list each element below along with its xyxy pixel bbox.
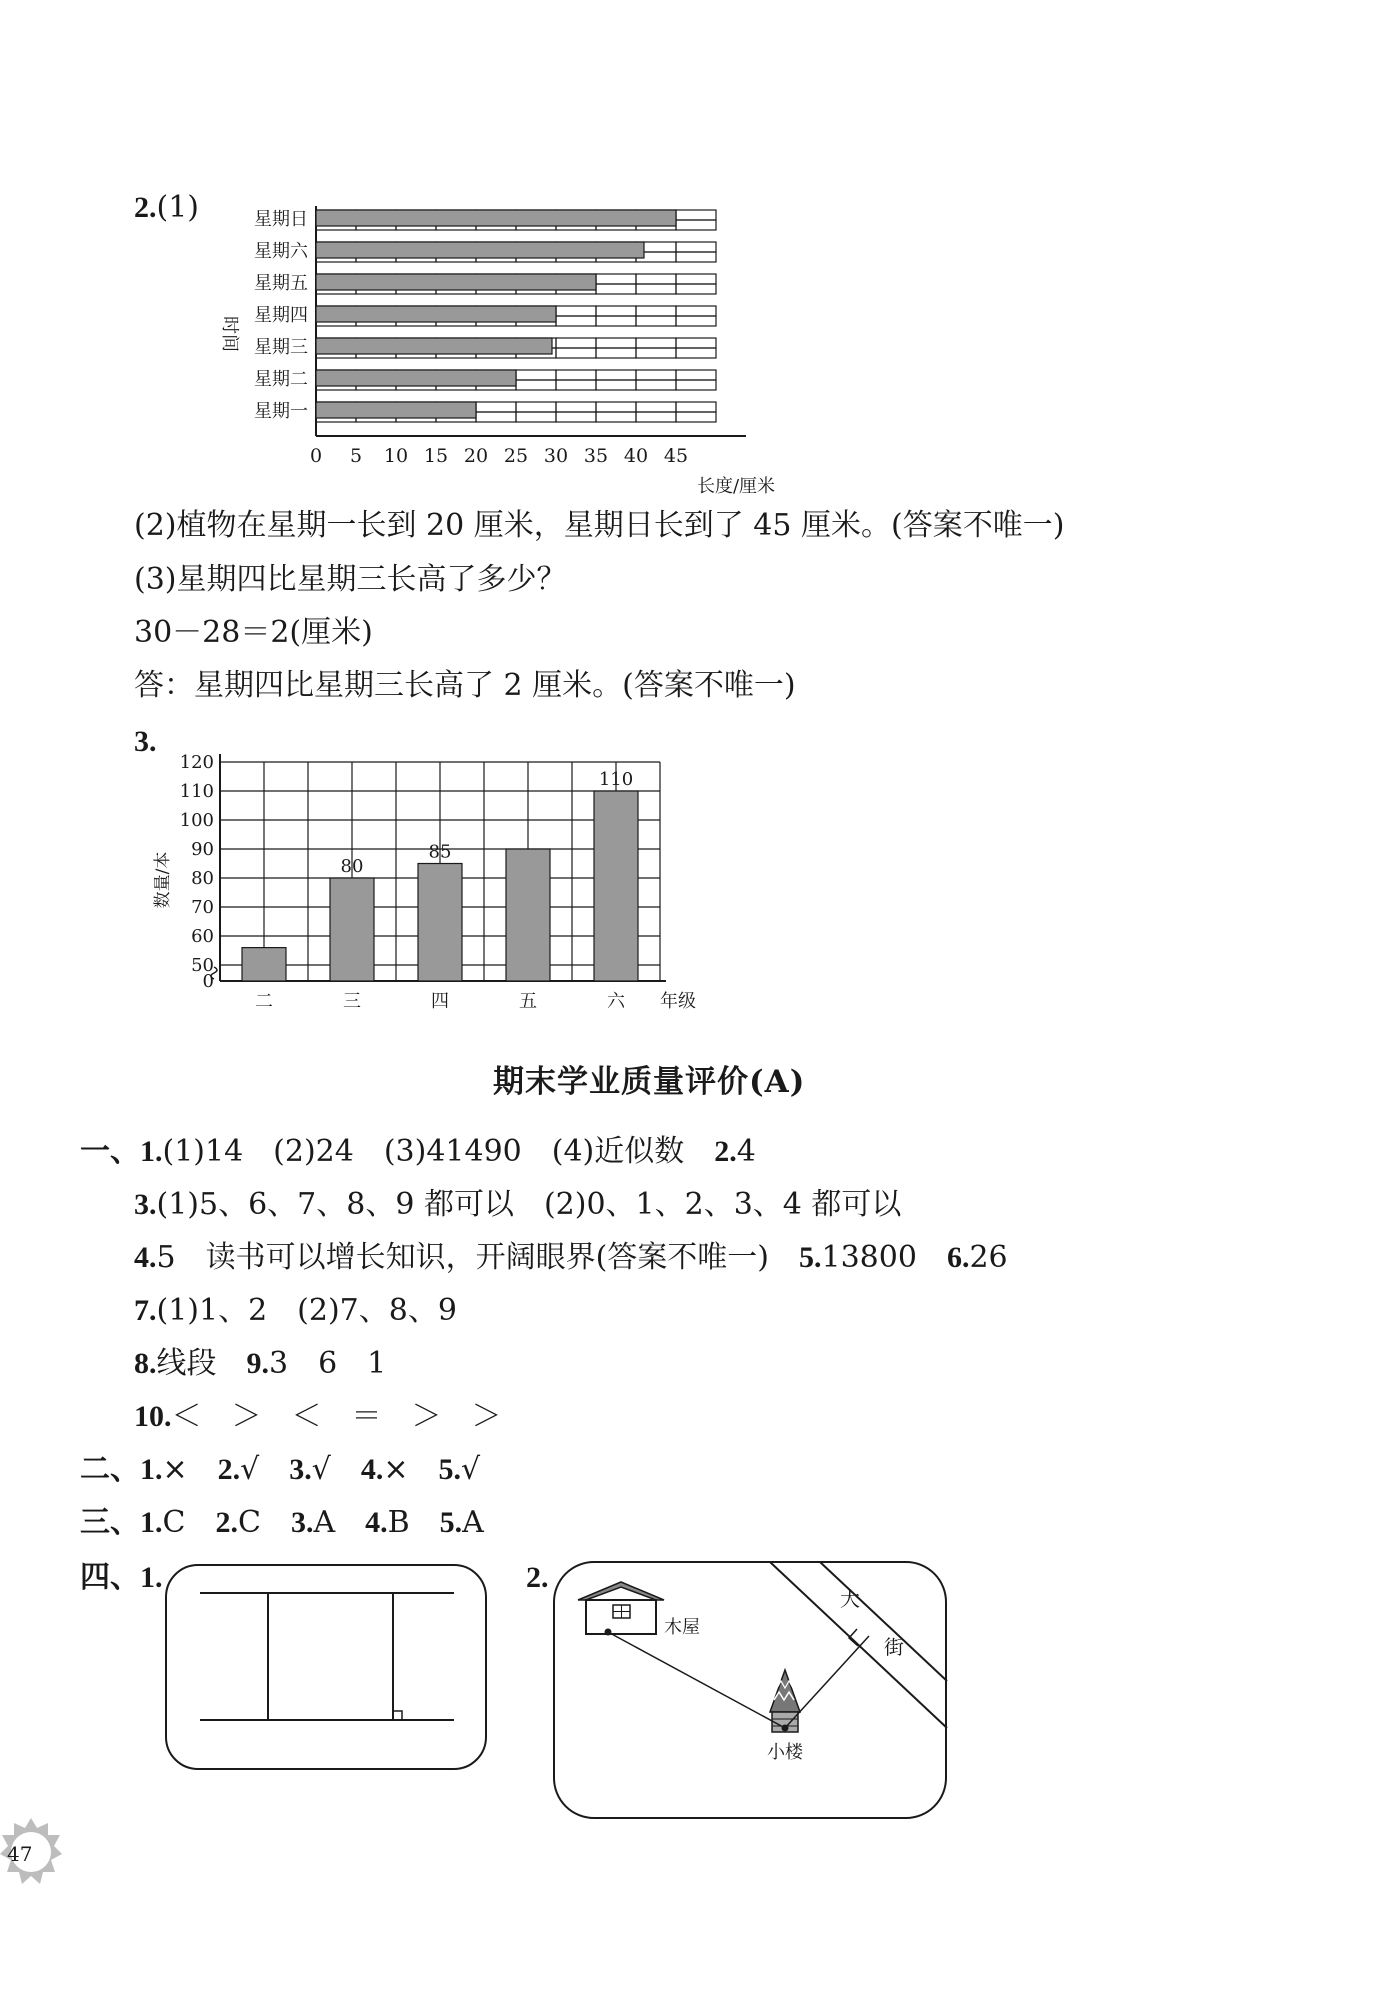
x-axis-label: 长度/厘米 <box>696 476 776 497</box>
x-tick-label: 二 <box>255 991 273 1012</box>
bar-五 <box>506 849 550 981</box>
grid-cell <box>676 370 716 380</box>
y-tick-label: 0 <box>202 971 214 992</box>
x-tick-label: 三 <box>343 991 361 1012</box>
x-tick-label: 40 <box>623 445 649 467</box>
grid-cell <box>636 380 676 390</box>
grid-cell <box>636 284 676 294</box>
data-label: 110 <box>598 769 634 790</box>
grid-cell <box>596 316 636 326</box>
s1-q8-answer: 线段 <box>156 1346 217 1381</box>
grid-cell <box>516 412 556 422</box>
y-tick-label: 50 <box>191 955 214 976</box>
bar-星期日 <box>316 210 676 226</box>
x-tick-label: 0 <box>309 445 323 467</box>
s4-q2-number: 2. <box>526 1561 549 1594</box>
s2-q3-answer: √ <box>311 1452 331 1487</box>
s3-row <box>80 1505 484 1541</box>
grid-cell <box>596 284 636 294</box>
bar-六 <box>594 791 638 981</box>
grid-cell <box>596 306 636 316</box>
s1-q10-number: 10. <box>134 1400 172 1433</box>
s1-q7-answer: (1)1、2 (2)7、8、9 <box>156 1293 457 1328</box>
s3-q2-number: 2. <box>215 1506 238 1539</box>
y-axis-label: 时间 <box>219 316 240 352</box>
q3-number: 3. <box>134 725 157 758</box>
grid-cell <box>676 284 716 294</box>
q2-part2: (2)植物在星期一长到 20 厘米，星期日长到了 45 厘米。(答案不唯一) <box>134 508 1065 543</box>
s2-q2-answer: √ <box>240 1452 260 1487</box>
grid-cell <box>676 316 716 326</box>
y-tick-label: 100 <box>179 810 214 831</box>
q2-part1-label: (1) <box>156 190 199 225</box>
street-label-1: 大 <box>840 1587 860 1611</box>
s2-q4-number: 4. <box>360 1453 384 1486</box>
bar-星期三 <box>316 338 552 354</box>
s1-prefix: 一、 <box>80 1135 140 1168</box>
s1-q7-number: 7. <box>134 1294 157 1327</box>
s2-q2-number: 2. <box>217 1453 241 1486</box>
grid-cell <box>476 412 516 422</box>
section-title: 期末学业质量评价(A) <box>493 1064 806 1100</box>
s1-q4-number: 4. <box>134 1241 157 1274</box>
grid-cell <box>556 306 596 316</box>
s1-q5-answer: 13800 <box>821 1240 917 1275</box>
page-number: 47 <box>7 1842 33 1866</box>
x-tick-label: 20 <box>463 445 489 467</box>
grid-cell <box>556 338 596 348</box>
s1-row6 <box>134 1399 502 1435</box>
s3-q5-number: 5. <box>439 1506 463 1539</box>
data-label: 85 <box>428 841 452 863</box>
y-tick-label: 60 <box>191 926 214 947</box>
grid-cell <box>556 348 596 358</box>
s4-q1-parallel-lines-figure <box>164 1563 490 1773</box>
grid-cell <box>636 402 676 412</box>
x-tick-label: 10 <box>383 445 409 467</box>
grid-cell <box>636 338 676 348</box>
building-point <box>782 1725 789 1732</box>
y-tick-label: 星期日 <box>254 209 308 230</box>
y-tick-label: 星期五 <box>254 273 308 294</box>
s1-row5 <box>134 1346 386 1382</box>
s1-row4 <box>134 1293 457 1329</box>
path-to-street <box>785 1636 869 1728</box>
y-tick-label: 80 <box>191 868 214 889</box>
s1-q10-answer: ＜ ＞ ＜ ＝ ＞ ＞ <box>171 1399 502 1434</box>
y-tick-label: 星期六 <box>254 241 308 262</box>
house-label: 木屋 <box>664 1617 700 1638</box>
grid-cell <box>636 274 676 284</box>
s2-q4-answer: × <box>383 1452 409 1487</box>
grid-cell <box>636 370 676 380</box>
grid-cell <box>596 402 636 412</box>
x-tick-label: 四 <box>431 991 449 1012</box>
house-point <box>605 1629 612 1636</box>
s3-q3-answer: A <box>313 1505 336 1540</box>
s2-row <box>80 1452 480 1488</box>
grid-cell <box>636 306 676 316</box>
grid-cell <box>596 274 636 284</box>
path-to-house <box>608 1632 785 1728</box>
y-tick-label: 110 <box>179 781 214 802</box>
bar-四 <box>418 864 462 982</box>
bar-星期二 <box>316 370 516 386</box>
grid-cell <box>636 348 676 358</box>
s2-q3-number: 3. <box>289 1453 312 1486</box>
x-tick-label: 30 <box>543 445 569 467</box>
house-icon <box>578 1582 664 1634</box>
s4-prefix: 四、 <box>80 1561 140 1594</box>
y-tick-label: 星期一 <box>254 401 308 422</box>
s1-q9-answer: 3 6 1 <box>269 1346 387 1381</box>
page-number-badge <box>0 1818 62 1884</box>
s1-q1-answer: (1)14 (2)24 (3)41490 (4)近似数 <box>162 1134 685 1169</box>
s1-row1 <box>80 1134 756 1170</box>
q2-part3: (3)星期四比星期三长高了多少？ <box>134 562 567 597</box>
grid-cell <box>556 380 596 390</box>
bar-三 <box>330 878 374 981</box>
q2-calc: 30－28＝2(厘米) <box>134 615 373 650</box>
grid-cell <box>596 370 636 380</box>
q2-number: 2. <box>134 191 157 224</box>
street-label-2: 街 <box>884 1635 904 1659</box>
s2-q5-answer: √ <box>461 1452 481 1487</box>
s1-q6-answer: 26 <box>969 1240 1008 1275</box>
s2-prefix: 二、 <box>80 1453 140 1486</box>
x-tick-label: 45 <box>663 445 689 467</box>
grid-cell <box>556 370 596 380</box>
x-tick-label: 15 <box>423 445 449 467</box>
x-tick-label: 35 <box>583 445 609 467</box>
s4-q2-map-figure <box>552 1560 950 1822</box>
grid-cell <box>676 412 716 422</box>
grid-cell <box>676 210 716 220</box>
figure1-right-angle-mark <box>393 1711 402 1720</box>
grid-cell <box>676 220 716 230</box>
y-tick-label: 星期四 <box>254 305 308 326</box>
grid-cell <box>556 316 596 326</box>
s1-q3-number: 3. <box>134 1188 157 1221</box>
grid-cell <box>676 380 716 390</box>
figure1-frame <box>166 1565 486 1769</box>
bar-星期五 <box>316 274 596 290</box>
s2-q1-number: 1. <box>140 1453 163 1486</box>
s3-q1-answer: C <box>162 1505 186 1540</box>
s1-q1-number: 1. <box>140 1135 163 1168</box>
grid-cell <box>596 338 636 348</box>
s4-q1-number: 1. <box>140 1561 163 1594</box>
q2-answer: 答：星期四比星期三长高了 2 厘米。(答案不唯一) <box>134 668 796 703</box>
s1-q6-number: 6. <box>946 1241 970 1274</box>
building-label: 小楼 <box>767 1742 803 1763</box>
y-tick-label: 90 <box>191 839 214 860</box>
grid-cell <box>556 402 596 412</box>
s1-row2 <box>134 1187 901 1223</box>
s3-q4-answer: B <box>387 1505 410 1540</box>
bar-星期一 <box>316 402 476 418</box>
grid-cell <box>516 402 556 412</box>
grid-cell <box>516 370 556 380</box>
bar-二 <box>242 948 286 981</box>
bar-星期四 <box>316 306 556 322</box>
s2-q5-number: 5. <box>438 1453 462 1486</box>
s1-q5-number: 5. <box>799 1241 822 1274</box>
grid-cell <box>676 338 716 348</box>
q2-horizontal-bar-chart <box>200 190 776 497</box>
grid-cell <box>596 380 636 390</box>
bar-星期六 <box>316 242 644 258</box>
s1-q8-number: 8. <box>134 1347 157 1380</box>
x-tick-label: 六 <box>607 991 625 1012</box>
s3-prefix: 三、 <box>80 1506 140 1539</box>
s1-q4-answer: 5 读书可以增长知识，开阔眼界(答案不唯一) <box>156 1240 769 1275</box>
grid-cell <box>676 348 716 358</box>
grid-cell <box>636 412 676 422</box>
x-tick-label: 25 <box>503 445 529 467</box>
s1-row3 <box>134 1240 1008 1276</box>
grid-cell <box>676 306 716 316</box>
s1-q2-number: 2. <box>714 1135 737 1168</box>
grid-cell <box>676 242 716 252</box>
grid-cell <box>676 274 716 284</box>
q2-heading <box>134 190 199 226</box>
s3-q2-answer: C <box>237 1505 261 1540</box>
y-axis-label: 数量/本 <box>153 851 173 909</box>
y-tick-label: 70 <box>191 897 214 918</box>
s3-q5-answer: A <box>462 1505 484 1540</box>
x-axis-label: 年级 <box>660 991 696 1012</box>
grid-cell <box>476 402 516 412</box>
y-tick-label: 星期二 <box>254 369 308 390</box>
street-edge-right <box>820 1562 947 1681</box>
q3-vertical-bar-chart <box>150 730 750 1010</box>
grid-cell <box>676 402 716 412</box>
s3-q1-number: 1. <box>140 1506 163 1539</box>
y-tick-label: 星期三 <box>254 337 308 358</box>
s3-q4-number: 4. <box>365 1506 388 1539</box>
grid-cell <box>636 316 676 326</box>
s4-row-label <box>80 1560 163 1596</box>
s2-q1-answer: × <box>162 1452 188 1487</box>
x-tick-label: 五 <box>519 991 537 1012</box>
grid-cell <box>596 348 636 358</box>
s3-q3-number: 3. <box>290 1506 314 1539</box>
s1-q9-number: 9. <box>246 1347 269 1380</box>
grid-cell <box>516 380 556 390</box>
grid-cell <box>556 412 596 422</box>
s1-q2-answer: 4 <box>736 1134 756 1169</box>
s1-q3-answer: (1)5、6、7、8、9 都可以 (2)0、1、2、3、4 都可以 <box>156 1187 902 1222</box>
grid-cell <box>676 252 716 262</box>
x-tick-label: 5 <box>349 445 363 467</box>
y-tick-label: 120 <box>179 752 214 773</box>
grid-cell <box>596 412 636 422</box>
data-label: 80 <box>340 856 364 877</box>
